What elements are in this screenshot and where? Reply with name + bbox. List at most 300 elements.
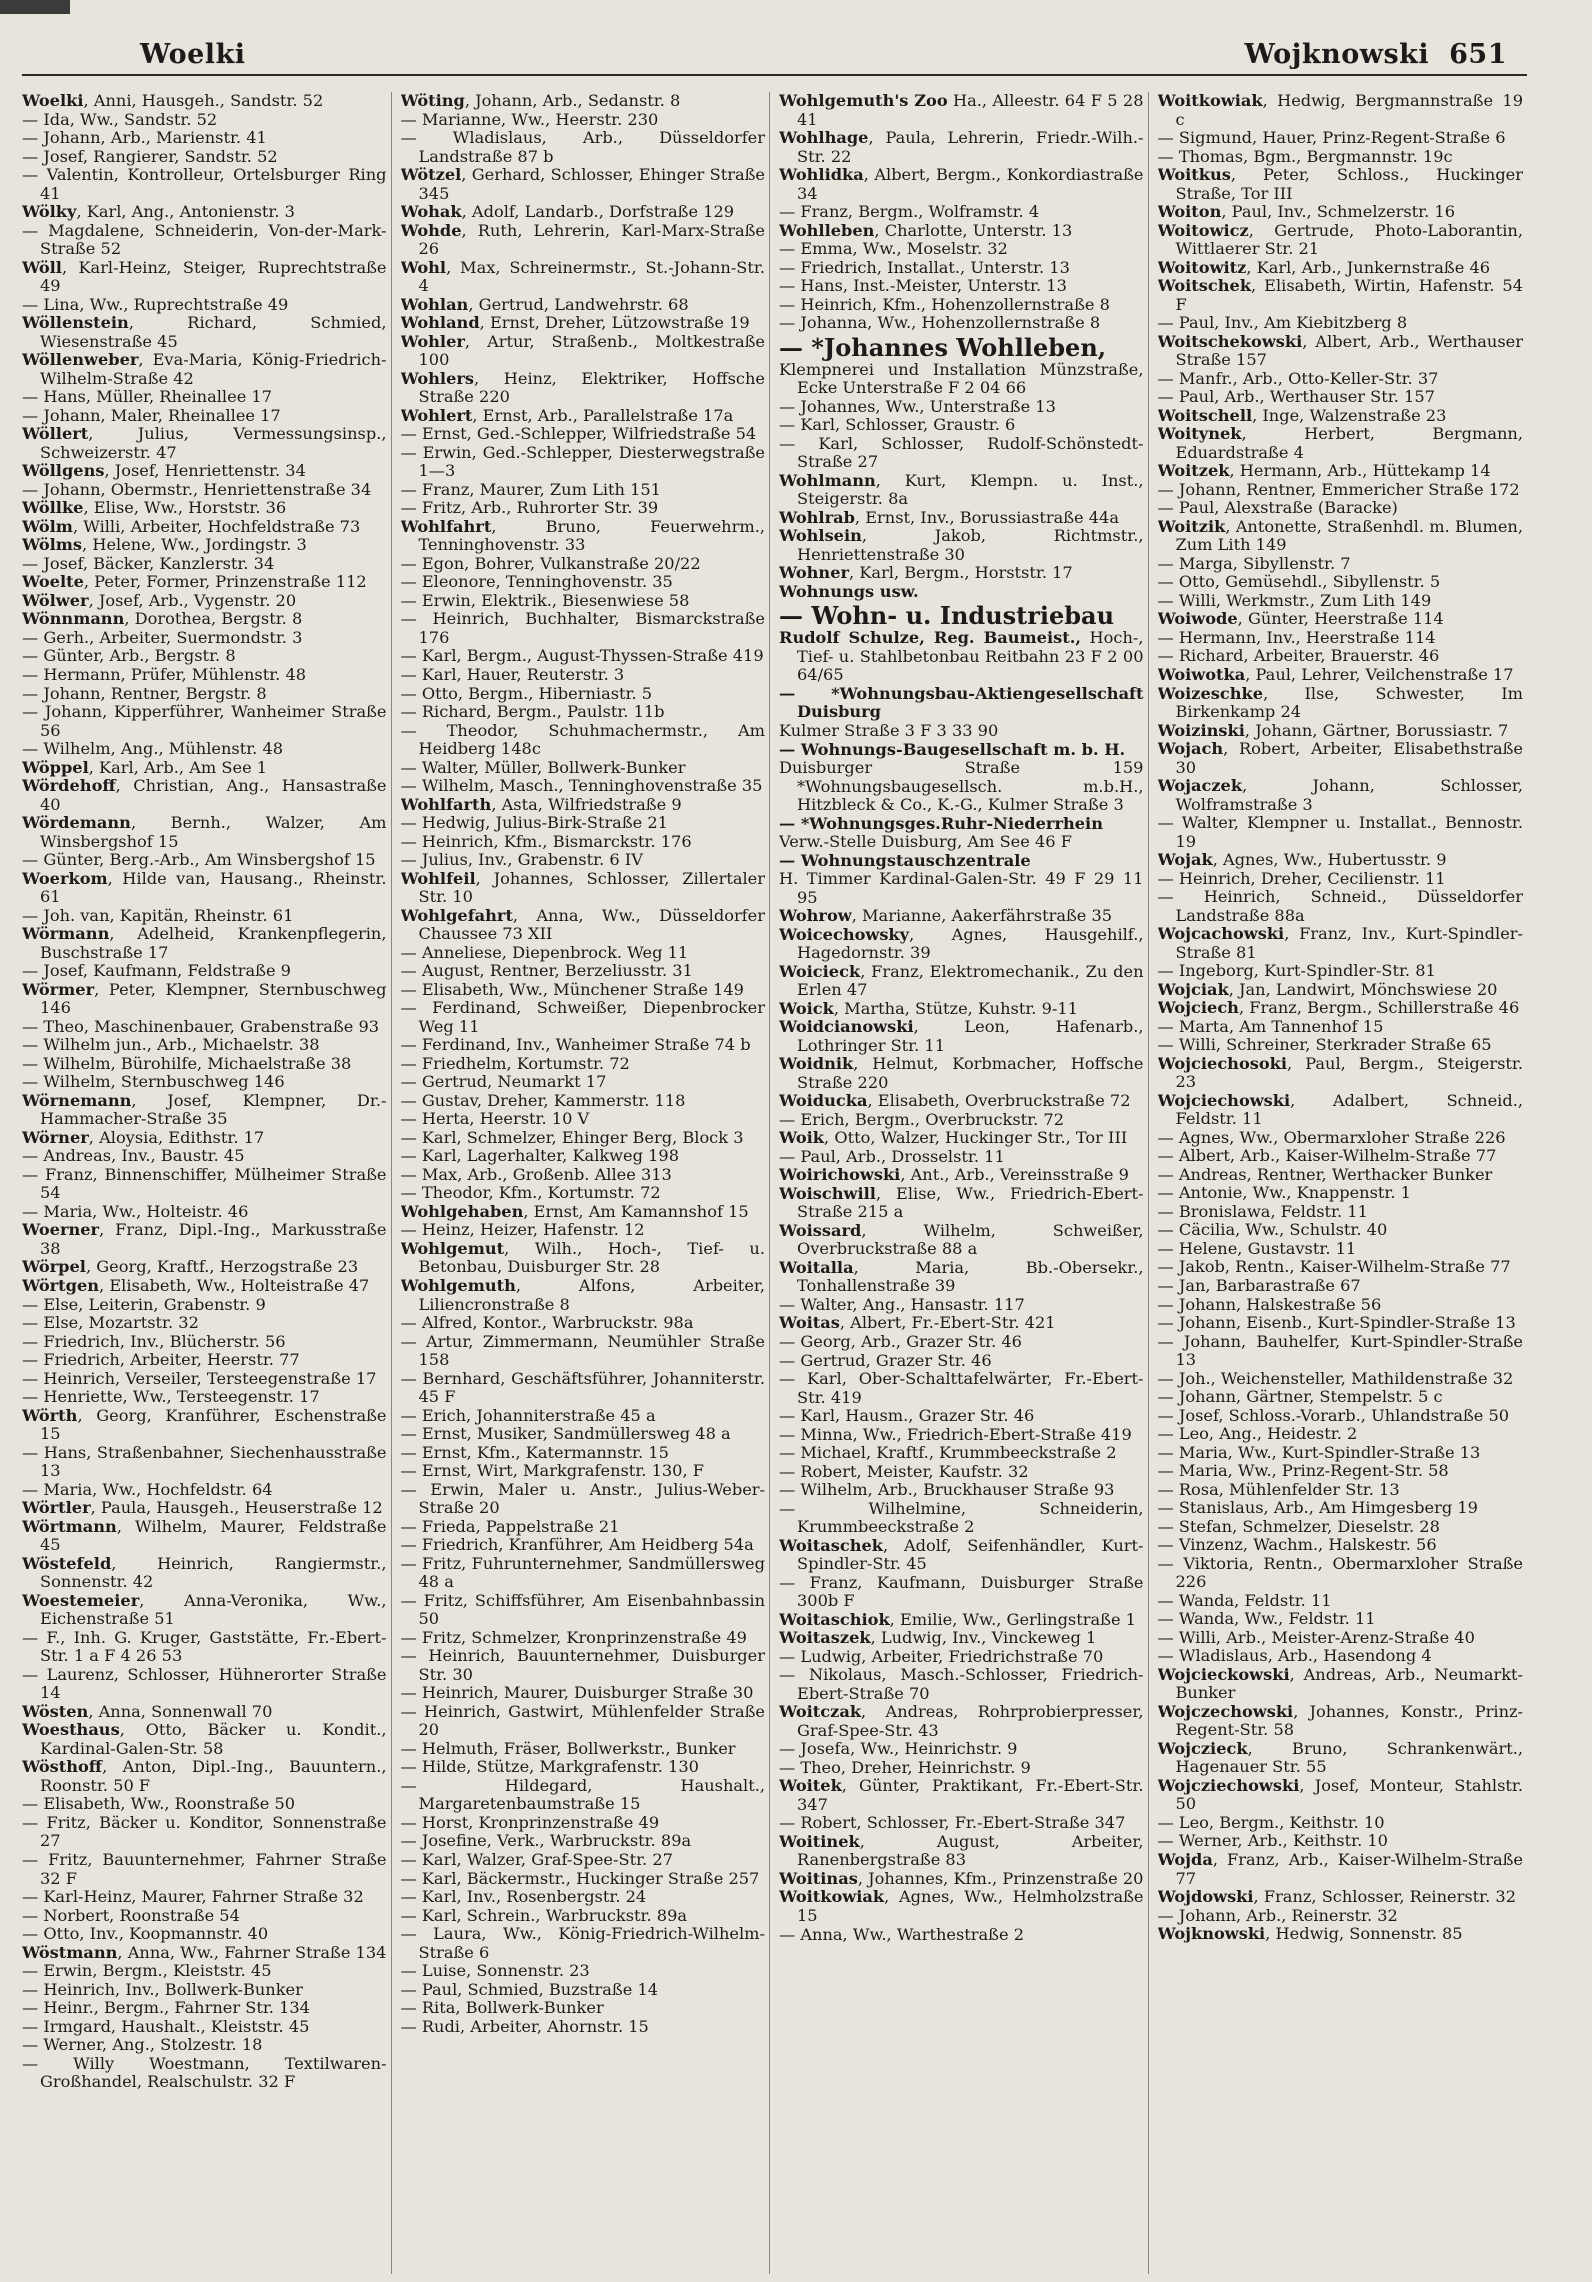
entry-surname: Wohlan [400, 294, 469, 314]
entry-surname: Wöppel [22, 757, 89, 777]
directory-entry: — Paul, Alexstraße (Baracke) [1157, 498, 1398, 518]
directory-entry: — August, Rentner, Berzeliusstr. 31 [400, 961, 693, 981]
directory-entry: Wohlhage, Paula, Lehrerin, Friedr.-Wilh.-Str. 22 [779, 128, 1144, 166]
directory-entry: Wohlidka, Albert, Bergm., Konkordiastraße 34 [779, 165, 1144, 203]
directory-entry: — Wladislaus, Arb., Hasendong 4 [1157, 1646, 1432, 1666]
directory-entry: — Hildegard, Haushalt., Margaretenbaumstraße 15 [400, 1775, 765, 1814]
directory-entry: — Maria, Ww., Hochfeldstr. 64 [22, 1479, 273, 1499]
directory-entry: Woidnik, Helmut, Korbmacher, Hoffsche Straße 220 [779, 1054, 1144, 1092]
directory-entry: Woitczak, Andreas, Rohrprobierpresser, Graf-Spee-Str. 43 [779, 1702, 1144, 1740]
directory-entry: — Anna, Ww., Warthestraße 2 [779, 1924, 1024, 1944]
directory-entry: Wojcieckowski, Andreas, Arb., Neumarkt-Bunker [1157, 1664, 1523, 1703]
header-right [1244, 39, 1507, 70]
entry-surname: Woelki [22, 92, 84, 110]
directory-entry: Wörtler, Paula, Hausgeh., Heuserstraße 12 [22, 1498, 383, 1518]
page-header [22, 40, 1527, 76]
directory-entry: — Erich, Johanniterstraße 45 a [400, 1405, 656, 1425]
directory-entry: Woizinski, Johann, Gärtner, Borussiastr. 7 [1157, 720, 1509, 740]
directory-entry: — Gustav, Dreher, Kammerstr. 118 [400, 1090, 686, 1110]
directory-entry: — Karl, Schrein., Warbruckstr. 89a [400, 1905, 688, 1925]
directory-entry: Wöllke, Elise, Ww., Horststr. 36 [22, 498, 287, 518]
entry-surname: Wojcieckowski [1157, 1664, 1290, 1684]
directory-entry: — Fritz, Arb., Ruhrorter Str. 39 [400, 498, 659, 518]
directory-entry: Woizeschke, Ilse, Schwester, Im Birkenkamp 24 [1157, 683, 1523, 722]
directory-entry: — Erwin, Elektrik., Biesenwiese 58 [400, 590, 690, 610]
directory-entry: Woissard, Wilhelm, Schweißer, Overbruckstraße 88 a [779, 1220, 1144, 1259]
directory-entry: Wohler, Artur, Straßenb., Moltkestraße 100 [400, 331, 765, 370]
directory-entry: Rudolf Schulze, Reg. Baumeist., Hoch-, Tief- u. Stahlbetonbau Reitbahn 23 F 2 00 64/65 [779, 628, 1144, 685]
directory-entry: Woitaszek, Ludwig, Inv., Vinckeweg 1 [779, 1628, 1097, 1648]
directory-entry: Wörmer, Peter, Klempner, Sternbuschweg 146 [22, 979, 387, 1018]
directory-entry: — Wilhelm, Bürohilfe, Michaelstraße 38 [22, 1053, 352, 1073]
entry-surname: Wohlgehaben [400, 1201, 524, 1221]
directory-entry: — Stanislaus, Arb., Am Himgesberg 19 [1157, 1498, 1478, 1518]
entry-surname: Wöstefeld [22, 1553, 112, 1573]
directory-entry: Wohlmann, Kurt, Klempn. u. Inst., Steigerstr. 8a [779, 470, 1144, 509]
directory-entry: — Heinrich, Verseiler, Tersteegenstraße 17 [22, 1368, 377, 1388]
directory-entry: H. Timmer Kardinal-Galen-Str. 49 F 29 11 95 [779, 869, 1144, 907]
directory-entry: — Else, Mozartstr. 32 [22, 1313, 199, 1333]
directory-entry: Woelki, Anni, Hausgeh., Sandstr. 52 [22, 92, 324, 110]
entry-surname: Wojak [1157, 850, 1213, 870]
entry-surname: Woischwill [779, 1183, 876, 1203]
directory-entry: — Johann, Arb., Marienstr. 41 [22, 128, 267, 148]
directory-entry: Wohlgefahrt, Anna, Ww., Düsseldorfer Chaussee 73 XII [400, 905, 765, 944]
entry-surname: Woitek [779, 1776, 842, 1796]
directory-entry: — Franz, Maurer, Zum Lith 151 [400, 479, 661, 499]
directory-entry: — Johann, Bauhelfer, Kurt-Spindler-Straße 13 [1157, 1331, 1523, 1370]
entry-surname: Wörnemann [22, 1090, 132, 1110]
directory-entry: Wördehoff, Christian, Ang., Hansastraße 40 [22, 776, 387, 814]
column-2 [401, 92, 771, 2274]
directory-entry: — Frieda, Pappelstraße 21 [400, 1516, 620, 1536]
entry-surname: Wöllert [22, 424, 89, 444]
directory-entry: — Wohnungstauschzentrale [779, 850, 1031, 870]
entry-surname: Wohlfarth [400, 794, 492, 814]
entry-surname: Wördemann [22, 813, 131, 833]
directory-entry: — Theodor, Kfm., Kortumstr. 72 [400, 1183, 661, 1203]
directory-entry: — Gerh., Arbeiter, Suermondstr. 3 [22, 627, 303, 647]
directory-entry: — Ernst, Kfm., Katermannstr. 15 [400, 1442, 669, 1462]
entry-surname: Wörmann [22, 924, 110, 944]
directory-entry: — Johann, Gärtner, Stempelstr. 5 c [1157, 1387, 1443, 1407]
directory-entry: — Karl, Bäckermstr., Huckinger Straße 257 [400, 1868, 760, 1888]
directory-entry: Woitas, Albert, Fr.-Ebert-Str. 421 [779, 1313, 1056, 1333]
directory-entry: — Max, Arb., Großenb. Allee 313 [400, 1164, 672, 1184]
entry-surname: Wönnmann [22, 609, 125, 629]
directory-entry: — Artur, Zimmermann, Neumühler Straße 158 [400, 1331, 765, 1370]
directory-entry: Wohrow, Marianne, Aakerfährstraße 35 [779, 906, 1113, 926]
entry-surname: Woissard [779, 1220, 862, 1240]
directory-entry: — Walter, Müller, Bollwerk-Bunker [400, 757, 686, 777]
directory-entry: — Karl, Schlosser, Rudolf-Schönstedt-Straße 27 [779, 433, 1144, 472]
directory-entry: — Wilhelm, Masch., Tenninghovenstraße 35 [400, 776, 763, 796]
directory-entry: — Rita, Bollwerk-Bunker [400, 1998, 604, 2018]
entry-surname: Woidnik [779, 1054, 854, 1074]
directory-entry: — Wilhelm jun., Arb., Michaelstr. 38 [22, 1035, 320, 1055]
directory-entry: — Wohn- u. Industriebau [779, 601, 1115, 631]
directory-entry: — *Johannes Wohlleben, [779, 332, 1107, 362]
entry-surname: Wölwer [22, 590, 89, 610]
entry-surname: Woitowitz [1157, 257, 1247, 277]
directory-entry: Woicieck, Franz, Elektromechanik., Zu den Erlen 47 [779, 961, 1144, 1000]
entry-surname: Woitalla [779, 1257, 854, 1277]
directory-entry: Wojaczek, Johann, Schlosser, Wolframstraße 3 [1157, 776, 1523, 814]
entry-surname: Woitkowiak [779, 1887, 885, 1907]
directory-entry: — Horst, Kronprinzenstraße 49 [400, 1812, 660, 1832]
entry-surname: Woestemeier [22, 1590, 140, 1610]
entry-surname: Woitinas [779, 1868, 858, 1888]
directory-entry: Woiducka, Elisabeth, Overbruckstraße 72 [779, 1091, 1131, 1111]
entry-surname: Wojciechosoki [1157, 1053, 1288, 1073]
entry-surname: Wöllgens [22, 461, 105, 481]
directory-entry: Wörpel, Georg, Kraftf., Herzogstraße 23 [22, 1257, 359, 1277]
directory-entry: — Karl, Ober-Schalttafelwärter, Fr.-Ebert-Str. 419 [779, 1369, 1144, 1407]
directory-entry: — Herta, Heerstr. 10 V [400, 1109, 590, 1129]
directory-columns [22, 92, 1527, 2274]
directory-entry: — Josef, Schloss.-Vorarb., Uhlandstraße 50 [1157, 1405, 1510, 1425]
directory-entry: — Johann, Halskestraße 56 [1157, 1294, 1382, 1314]
entry-surname: Woitaschiok [779, 1609, 890, 1629]
directory-entry: — Leo, Bergm., Keithstr. 10 [1157, 1812, 1385, 1832]
directory-entry: — Karl-Heinz, Maurer, Fahrner Straße 32 [22, 1887, 364, 1907]
directory-entry: Woerkom, Hilde van, Hausang., Rheinstr. 61 [22, 868, 387, 907]
directory-entry: Wohner, Karl, Bergm., Horststr. 17 [779, 563, 1073, 583]
entry-surname: Wojda [1157, 1849, 1213, 1869]
entry-surname: Wojczieck [1157, 1738, 1248, 1758]
directory-entry: — Paul, Inv., Am Kiebitzberg 8 [1157, 313, 1408, 333]
entry-surname: Woiducka [779, 1091, 868, 1111]
directory-entry: Wöstefeld, Heinrich, Rangiermstr., Sonnenstr. 42 [22, 1553, 387, 1592]
directory-entry: Wohlert, Ernst, Arb., Parallelstraße 17a [400, 405, 734, 425]
entry-surname: Wösthoff [22, 1757, 103, 1777]
directory-entry: — Bronislawa, Feldstr. 11 [1157, 1201, 1368, 1221]
entry-surname: Wohak [400, 202, 462, 222]
directory-entry: — Friedhelm, Kortumstr. 72 [400, 1053, 630, 1073]
directory-entry: — Fritz, Bauunternehmer, Fahrner Straße 32 F [22, 1849, 387, 1888]
directory-entry: Wohland, Ernst, Dreher, Lützowstraße 19 [400, 313, 750, 333]
entry-surname: Wojczechowski [1157, 1701, 1294, 1721]
directory-entry: — Ludwig, Arbeiter, Friedrichstraße 70 [779, 1646, 1104, 1666]
directory-entry: Verw.-Stelle Duisburg, Am See 46 F [779, 832, 1072, 852]
directory-entry: — Alfred, Kontor., Warbruckstr. 98a [400, 1313, 694, 1333]
entry-surname: Woitzik [1157, 516, 1226, 536]
directory-entry: Woick, Martha, Stütze, Kuhstr. 9-11 [779, 998, 1078, 1018]
directory-entry: Wohlers, Heinz, Elektriker, Hoffsche Straße 220 [400, 368, 765, 407]
directory-entry: — Ferdinand, Schweißer, Diepenbrocker Weg 11 [400, 998, 765, 1036]
directory-entry: Woelte, Peter, Former, Prinzenstraße 112 [22, 572, 367, 592]
directory-entry: Wojczieck, Bruno, Schrankenwärt., Hagenauer Str. 55 [1157, 1738, 1523, 1777]
directory-entry: — Franz, Binnenschiffer, Mülheimer Straße 54 [22, 1164, 387, 1203]
directory-entry: Wojciech, Franz, Bergm., Schillerstraße 46 [1157, 998, 1520, 1018]
directory-entry: — Friedrich, Installat., Unterstr. 13 [779, 257, 1070, 277]
entry-surname: Woesthaus [22, 1720, 120, 1740]
directory-entry: — Joh. van, Kapitän, Rheinstr. 61 [22, 905, 294, 925]
directory-entry: — Wilhelm, Ang., Mühlenstr. 48 [22, 739, 284, 759]
directory-entry: Klempnerei und Installation Münzstraße, Ecke Unterstraße F 2 04 66 [779, 359, 1144, 398]
directory-entry: — Egon, Bohrer, Vulkanstraße 20/22 [400, 553, 701, 573]
entry-surname: Wohlsein [779, 526, 862, 546]
directory-entry: Wohlan, Gertrud, Landwehrstr. 68 [400, 294, 689, 314]
directory-entry: — Andreas, Rentner, Werthacker Bunker [1157, 1164, 1493, 1184]
directory-entry: Wohlgemuth's Zoo Ha., Alleestr. 64 F 5 28 41 [779, 92, 1144, 129]
directory-entry: — Günter, Berg.-Arb., Am Winsbergshof 15 [22, 850, 376, 870]
directory-entry: Kulmer Straße 3 F 3 33 90 [779, 720, 999, 740]
directory-entry: — Laura, Ww., König-Friedrich-Wilhelm-Straße 6 [400, 1924, 765, 1962]
entry-surname: Wohlgefahrt [400, 905, 513, 925]
directory-entry: Woidcianowski, Leon, Hafenarb., Lothringer Str. 11 [779, 1017, 1144, 1055]
entry-surname: Wörtler [22, 1498, 91, 1518]
directory-entry: — Wanda, Feldstr. 11 [1157, 1590, 1332, 1610]
column-3 [779, 92, 1149, 2274]
column-1 [22, 92, 392, 2274]
directory-entry: — Johanna, Ww., Hohenzollernstraße 8 [779, 313, 1101, 333]
entry-surname: Woiwotka [1157, 664, 1246, 684]
directory-entry: — Fritz, Schiffsführer, Am Eisenbahnbassin 50 [400, 1590, 765, 1629]
entry-surname: Wörtgen [22, 1276, 100, 1295]
directory-entry: — Hans, Müller, Rheinallee 17 [22, 387, 273, 407]
entry-surname: Wohlleben [779, 220, 875, 240]
directory-entry: Wojak, Agnes, Ww., Hubertusstr. 9 [1157, 850, 1447, 870]
directory-entry: — Paul, Arb., Werthauser Str. 157 [1157, 387, 1435, 407]
directory-entry: — Thomas, Bgm., Bergmannstr. 19c [1157, 146, 1453, 166]
directory-entry: Woitek, Günter, Praktikant, Fr.-Ebert-Str. 347 [779, 1776, 1144, 1814]
directory-entry: — Richard, Bergm., Paulstr. 11b [400, 702, 665, 722]
directory-entry: — Friedrich, Kranführer, Am Heidberg 54a [400, 1535, 754, 1555]
directory-entry: Wohlrab, Ernst, Inv., Borussiastraße 44a [779, 507, 1120, 527]
entry-surname: Wojciechowski [1157, 1090, 1291, 1110]
directory-entry: — Eleonore, Tenninghovenstr. 35 [400, 572, 673, 592]
directory-entry: — Ida, Ww., Sandstr. 52 [22, 109, 218, 129]
entry-surname: Wöting [400, 92, 465, 110]
entry-surname: Rudolf Schulze, Reg. Baumeist., [779, 628, 1081, 648]
entry-surname: Wösten [22, 1701, 89, 1721]
directory-entry: — Karl, Bergm., August-Thyssen-Straße 419 [400, 646, 764, 666]
directory-entry: — Laurenz, Schlosser, Hühnerorter Straße 14 [22, 1664, 387, 1703]
directory-entry: Woiwotka, Paul, Lehrer, Veilchenstraße 17 [1157, 664, 1514, 684]
directory-entry: Wörner, Aloysia, Edithstr. 17 [22, 1127, 265, 1147]
directory-entry: — Leo, Ang., Heidestr. 2 [1157, 1424, 1358, 1444]
directory-entry: — Ernst, Ged.-Schlepper, Wilfriedstraße 54 [400, 424, 757, 444]
entry-surname: Wölms [22, 535, 83, 555]
directory-entry: Wojcachowski, Franz, Inv., Kurt-Spindler-Straße 81 [1157, 924, 1523, 962]
directory-entry: — Jakob, Rentn., Kaiser-Wilhelm-Straße 77 [1157, 1257, 1511, 1277]
directory-entry: — Johann, Eisenb., Kurt-Spindler-Straße 13 [1157, 1313, 1516, 1333]
header-right-keyword: Wojknowski [1244, 39, 1430, 70]
directory-entry: — Willi, Arb., Meister-Arenz-Straße 40 [1157, 1627, 1475, 1647]
directory-entry: — Otto, Gemüsehdl., Sibyllenstr. 5 [1157, 572, 1441, 592]
entry-surname: Wohlert [400, 405, 473, 425]
directory-entry: — Erwin, Ged.-Schlepper, Diesterwegstraße 1—3 [400, 442, 765, 481]
directory-entry: Wojda, Franz, Arb., Kaiser-Wilhelm-Straße 77 [1157, 1849, 1523, 1888]
directory-entry: — Heinrich, Buchhalter, Bismarckstraße 176 [400, 609, 765, 647]
directory-entry: — Josefa, Ww., Heinrichstr. 9 [779, 1739, 1018, 1759]
directory-entry: Woitowitz, Karl, Arb., Junkernstraße 46 [1157, 257, 1491, 277]
directory-entry: — Fritz, Fuhrunternehmer, Sandmüllersweg 48 a [400, 1553, 765, 1592]
directory-entry: Woitzik, Antonette, Straßenhdl. m. Blumen, Zum Lith 149 [1157, 516, 1523, 555]
directory-entry: — Johannes, Ww., Unterstraße 13 [779, 396, 1056, 416]
entry-surname: Wohlgemuth's Zoo [779, 92, 948, 110]
entry-surname: Woicieck [779, 961, 861, 981]
directory-entry: — Werner, Ang., Stolzestr. 18 [22, 2035, 263, 2055]
directory-entry: — Ernst, Wirt, Markgrafenstr. 130, F [400, 1461, 704, 1481]
directory-entry: Wohlgemuth, Alfons, Arbeiter, Liliencronstraße 8 [400, 1276, 765, 1314]
directory-entry: — Friedrich, Inv., Blücherstr. 56 [22, 1331, 286, 1351]
directory-entry: — Heinrich, Dreher, Cecilienstr. 11 [1157, 868, 1446, 888]
entry-surname: Woizeschke [1157, 683, 1264, 703]
directory-entry: Wöting, Johann, Arb., Sedanstr. 8 [400, 92, 681, 110]
directory-entry: — Andreas, Inv., Baustr. 45 [22, 1146, 245, 1166]
directory-entry: Wölky, Karl, Ang., Antonienstr. 3 [22, 202, 295, 222]
directory-entry: — Valentin, Kontrolleur, Ortelsburger Ring 41 [22, 165, 387, 203]
directory-entry: Wölwer, Josef, Arb., Vygenstr. 20 [22, 590, 297, 610]
directory-entry: — Viktoria, Rentn., Obermarxloher Straße 226 [1157, 1553, 1523, 1592]
directory-entry: — Hans, Inst.-Meister, Unterstr. 13 [779, 276, 1067, 296]
entry-surname: Wohlhage [779, 128, 869, 148]
directory-entry: — Nikolaus, Masch.-Schlosser, Friedrich-Ebert-Straße 70 [779, 1665, 1144, 1703]
entry-surname: Wötzel [400, 165, 462, 185]
directory-entry: Woicechowsky, Agnes, Hausgehilf., Hagedornstr. 39 [779, 924, 1144, 963]
entry-surname: Woitschek [1157, 276, 1252, 296]
directory-entry: — Hermann, Inv., Heerstraße 114 [1157, 627, 1436, 647]
directory-entry: Woik, Otto, Walzer, Huckinger Str., Tor III [779, 1128, 1128, 1148]
directory-entry: — Willi, Schreiner, Sterkrader Straße 65 [1157, 1035, 1492, 1055]
directory-entry: — Hans, Straßenbahner, Siechenhausstraße 13 [22, 1442, 387, 1481]
entry-surname: Wohner [779, 563, 850, 583]
page-number: 651 [1449, 39, 1507, 70]
directory-entry: — Erich, Bergm., Overbruckstr. 72 [779, 1109, 1065, 1129]
entry-surname: Wohlrab [779, 507, 855, 527]
directory-entry: — Albert, Arb., Kaiser-Wilhelm-Straße 77 [1157, 1146, 1497, 1166]
directory-entry: Woitkus, Peter, Schloss., Huckinger Straße, Tor III [1157, 165, 1523, 203]
directory-entry: — Marta, Am Tannenhof 15 [1157, 1016, 1384, 1036]
directory-entry: — Marga, Sibyllenstr. 7 [1157, 553, 1351, 573]
directory-entry: — Paul, Arb., Drosselstr. 11 [779, 1146, 1005, 1166]
directory-entry: — Johann, Maler, Rheinallee 17 [22, 405, 281, 425]
directory-entry: — Josef, Bäcker, Kanzlerstr. 34 [22, 553, 275, 573]
directory-entry: — Rudi, Arbeiter, Ahornstr. 15 [400, 2016, 649, 2036]
directory-entry: Woitschell, Inge, Walzenstraße 23 [1157, 405, 1447, 425]
directory-entry: — Heinrich, Inv., Bollwerk-Bunker [22, 1979, 303, 1999]
directory-entry: Woitalla, Maria, Bb.-Obersekr., Tonhallenstraße 39 [779, 1257, 1144, 1296]
directory-entry: — Sigmund, Hauer, Prinz-Regent-Straße 6 [1157, 128, 1506, 148]
entry-surname: Wohler [400, 331, 465, 351]
directory-entry: Woestemeier, Anna-Veronika, Ww., Eichenstraße 51 [22, 1590, 387, 1629]
directory-entry: — Rosa, Mühlenfelder Str. 13 [1157, 1479, 1400, 1499]
directory-entry: — Heinrich, Schneid., Düsseldorfer Landstraße 88a [1157, 887, 1523, 925]
directory-entry: Woitkowiak, Agnes, Ww., Helmholzstraße 15 [779, 1887, 1144, 1925]
directory-entry: — Hermann, Prüfer, Mühlenstr. 48 [22, 664, 307, 684]
directory-entry: Woitinek, August, Arbeiter, Ranenbergstraße 83 [779, 1831, 1144, 1870]
directory-entry: Woitynek, Herbert, Bergmann, Eduardstraße 4 [1157, 424, 1523, 462]
directory-entry: Wohlgehaben, Ernst, Am Kamannshof 15 [400, 1201, 749, 1221]
directory-entry: Wördemann, Bernh., Walzer, Am Winsbergshof 15 [22, 813, 387, 851]
entry-surname: Woitaszek [779, 1628, 871, 1648]
entry-surname: Wohlgemut [400, 1238, 505, 1258]
directory-entry: — Heinrich, Maurer, Duisburger Straße 30 [400, 1683, 754, 1703]
entry-surname: Wölky [22, 202, 77, 222]
entry-surname: Wohde [400, 220, 462, 240]
entry-surname: Wöstmann [22, 1942, 118, 1962]
directory-entry: — Henriette, Ww., Tersteegenstr. 17 [22, 1387, 320, 1407]
entry-surname: Wördehoff [22, 776, 116, 796]
directory-entry: Wösten, Anna, Sonnenwall 70 [22, 1701, 273, 1721]
entry-surname: Woick [779, 998, 834, 1018]
directory-entry: Woesthaus, Otto, Bäcker u. Kondit., Kardinal-Galen-Str. 58 [22, 1720, 387, 1758]
directory-entry: — Josef, Kaufmann, Feldstraße 9 [22, 961, 291, 981]
directory-entry: — Heinrich, Kfm., Hohenzollernstraße 8 [779, 294, 1110, 314]
directory-entry: — Gertrud, Grazer Str. 46 [779, 1350, 992, 1370]
directory-entry: Woitowicz, Gertrude, Photo-Laborantin, Wittlaerer Str. 21 [1157, 220, 1523, 259]
directory-entry: — Otto, Inv., Koopmannstr. 40 [22, 1924, 269, 1944]
directory-entry: — Johann, Rentner, Emmericher Straße 172 [1157, 479, 1520, 499]
entry-surname: Wojdowski [1157, 1887, 1254, 1907]
directory-entry: Wohl, Max, Schreinermstr., St.-Johann-Str. 4 [400, 257, 765, 296]
directory-entry: Wojciak, Jan, Landwirt, Mönchswiese 20 [1157, 979, 1498, 999]
entry-surname: Wohlfeil [400, 868, 476, 888]
directory-entry: Woitzek, Hermann, Arb., Hüttekamp 14 [1157, 461, 1491, 481]
directory-entry: Wöllgens, Josef, Henriettenstr. 34 [22, 461, 306, 481]
directory-entry: — Erwin, Maler u. Anstr., Julius-Weber-Straße 20 [400, 1479, 765, 1518]
directory-entry: — Walter, Klempner u. Installat., Bennostr. 19 [1157, 813, 1523, 851]
directory-entry: Wojciechowski, Adalbert, Schneid., Feldstr. 11 [1157, 1090, 1523, 1129]
header-left-keyword: Woelki [140, 39, 246, 70]
directory-entry: — Heinz, Heizer, Hafenstr. 12 [400, 1220, 645, 1240]
directory-entry: — Franz, Bergm., Wolframstr. 4 [779, 202, 1040, 222]
directory-entry [779, 583, 1144, 602]
column-4 [1158, 92, 1528, 2274]
scan-edge-mark [0, 0, 70, 14]
directory-entry: — Wilhelmine, Schneiderin, Krummbeeckstraße 2 [779, 1498, 1144, 1537]
entry-surname: Woerner [22, 1220, 100, 1240]
directory-entry: Wojdowski, Franz, Schlosser, Reinerstr. 32 [1157, 1887, 1516, 1907]
directory-entry: — Norbert, Roonstraße 54 [22, 1905, 240, 1925]
directory-entry: — Maria, Ww., Prinz-Regent-Str. 58 [1157, 1461, 1449, 1481]
directory-entry: Wölms, Helene, Ww., Jordingstr. 3 [22, 535, 307, 555]
entry-surname: Wohland [400, 313, 480, 333]
directory-entry: — Wilhelm, Sternbuschweg 146 [22, 1072, 285, 1092]
directory-entry: Woitinas, Johannes, Kfm., Prinzenstraße 20 [779, 1868, 1144, 1888]
directory-entry: — Karl, Hauer, Reuterstr. 3 [400, 664, 625, 684]
entry-surname: Wojciak [1157, 979, 1229, 999]
directory-entry: — Fritz, Bäcker u. Konditor, Sonnenstraße 27 [22, 1812, 387, 1851]
directory-entry: — Ernst, Musiker, Sandmüllersweg 48 a [400, 1424, 731, 1444]
directory-entry: Woitaschek, Adolf, Seifenhändler, Kurt-Spindler-Str. 45 [779, 1535, 1144, 1574]
directory-entry: — Manfr., Arb., Otto-Keller-Str. 37 [1157, 368, 1439, 388]
directory-entry: Wohlsein, Jakob, Richtmstr., Henriettenstraße 30 [779, 526, 1144, 564]
entry-surname: Woitowicz [1157, 220, 1249, 240]
directory-entry: — Heinr., Bergm., Fahrner Str. 134 [22, 1998, 310, 2018]
directory-entry: — Joh., Weichensteller, Mathildenstraße 32 [1157, 1368, 1514, 1388]
directory-entry: — Maria, Ww., Kurt-Spindler-Straße 13 [1157, 1442, 1481, 1462]
directory-entry: — Hedwig, Julius-Birk-Straße 21 [400, 813, 668, 833]
entry-surname: Wohlers [400, 368, 475, 388]
directory-entry: — Willy Woestmann, Textilwaren-Großhandel, Realschulstr. 32 F [22, 2053, 387, 2092]
directory-entry: — Agnes, Ww., Obermarxloher Straße 226 [1157, 1127, 1506, 1147]
entry-surname: Wörth [22, 1405, 78, 1425]
entry-surname: Wojcachowski [1157, 924, 1285, 944]
directory-entry: — Jan, Barbarastraße 67 [1157, 1276, 1361, 1295]
directory-entry: Wöppel, Karl, Arb., Am See 1 [22, 757, 268, 777]
directory-entry: — Theo, Maschinenbauer, Grabenstraße 93 [22, 1016, 380, 1036]
entry-surname: Woitczak [779, 1702, 862, 1722]
directory-entry: Wojcziechowski, Josef, Monteur, Stahlstr. 50 [1157, 1775, 1523, 1814]
directory-entry: — Karl, Schmelzer, Ehinger Berg, Block 3 [400, 1127, 744, 1147]
entry-surname: Woitas [779, 1313, 840, 1333]
entry-surname: Woitynek [1157, 424, 1242, 444]
directory-entry: — Robert, Schlosser, Fr.-Ebert-Straße 347 [779, 1813, 1126, 1833]
entry-surname: Wöllenweber [22, 350, 139, 370]
